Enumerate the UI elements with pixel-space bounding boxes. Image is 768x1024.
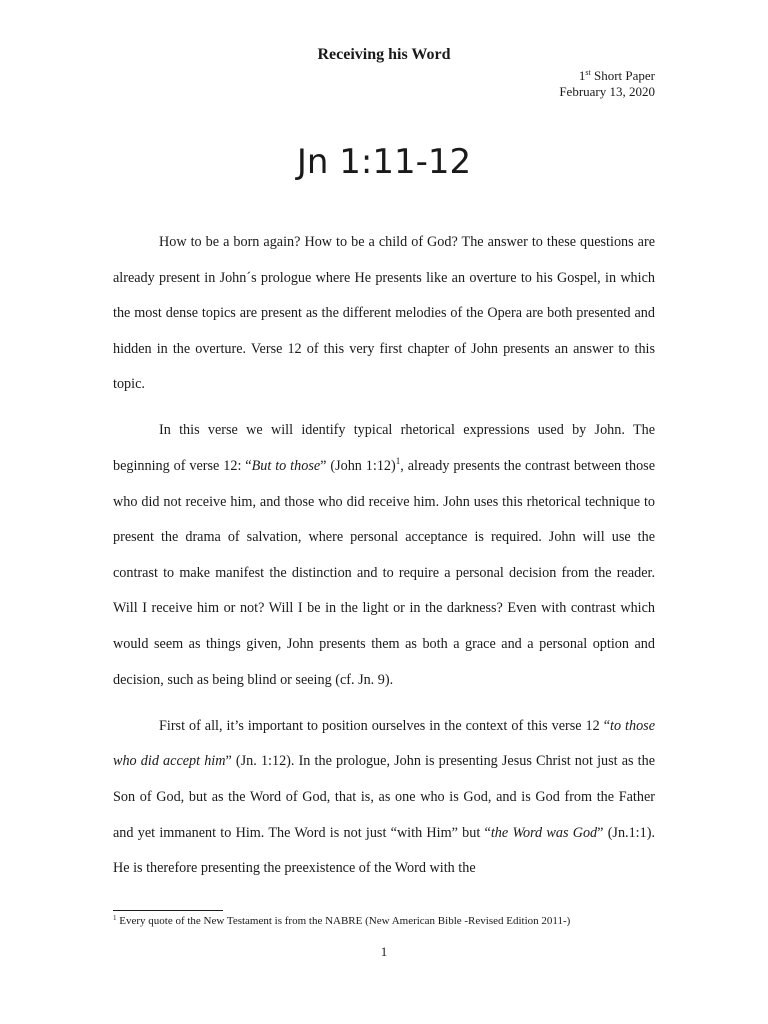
footnote-marker: 1 bbox=[113, 914, 117, 922]
page-number: 1 bbox=[380, 944, 388, 959]
footnote-text: Every quote of the New Testament is from the NABRE (New American Bible -Revised Edition 2011-) bbox=[116, 915, 571, 927]
paper-ordinal-suffix: st bbox=[585, 68, 591, 77]
paragraph-text: How to be a born again? How to be a child of God? The answer to these questions are already present in John´s prologue where He presents like an overture to his Gospel, in which the most dense topics are present as the different melodies of the Opera are both presented and hidden in the overture. Verse 12 of this very first chapter of John presents an answer to this topic. bbox=[113, 234, 655, 393]
paper-date: February 13, 2020 bbox=[559, 84, 655, 99]
paragraph-text: , already presents the contrast between those who did not receive him, and those who did receive him. John uses this rhetorical technique to present the drama of salvation, where personal acceptance is required. John will use the contrast to make manifest the distinction and to require a personal decision from the reader. Will I receive him or not? Will I be in the light or in the darkness? Even with contrast which would seem as things given, John presents them as both a grace and a personal option and decision, such as being blind or seeing (cf. Jn. 9). bbox=[113, 458, 656, 688]
paragraph-text: First of all, it’s important to position ourselves in the context of this verse 12 “ bbox=[159, 717, 611, 734]
paper-meta bbox=[559, 68, 655, 100]
document-title: Receiving his Word bbox=[317, 46, 451, 63]
passage-heading: Jn 1:11-12 bbox=[296, 142, 472, 182]
body-text bbox=[113, 225, 655, 887]
paper-type: Short Paper bbox=[590, 68, 655, 83]
paragraph bbox=[113, 225, 655, 403]
quote-text: But to those bbox=[251, 458, 321, 475]
paragraph-text: ” (Jn. 1:12). In the prologue, John is presenting Jesus Christ not just as the Son of God, but as the Word of God, that is, as one who is God, and is God from the Father and yet immanent to Him. The Word is not just “with Him” but “ bbox=[113, 753, 655, 841]
paragraph-text: ” (Jn.1:1). He is therefore presenting the preexistence of the Word with the bbox=[113, 824, 655, 877]
paragraph bbox=[113, 413, 655, 698]
footnote-ref: 1 bbox=[395, 456, 401, 467]
footnote bbox=[113, 914, 673, 928]
paragraph bbox=[113, 709, 655, 887]
paper-ordinal: 1 bbox=[578, 68, 586, 83]
paragraph-text: In this verse we will identify typical rhetorical expressions used by John. The beginning of verse 12: “ bbox=[113, 422, 655, 475]
quote-text: the Word was God bbox=[490, 824, 598, 841]
paper-label bbox=[559, 68, 655, 84]
footnote-divider bbox=[113, 910, 223, 911]
paragraph-text: ” (John 1:12) bbox=[320, 458, 396, 475]
quote-text: to those who did accept him bbox=[113, 717, 655, 770]
